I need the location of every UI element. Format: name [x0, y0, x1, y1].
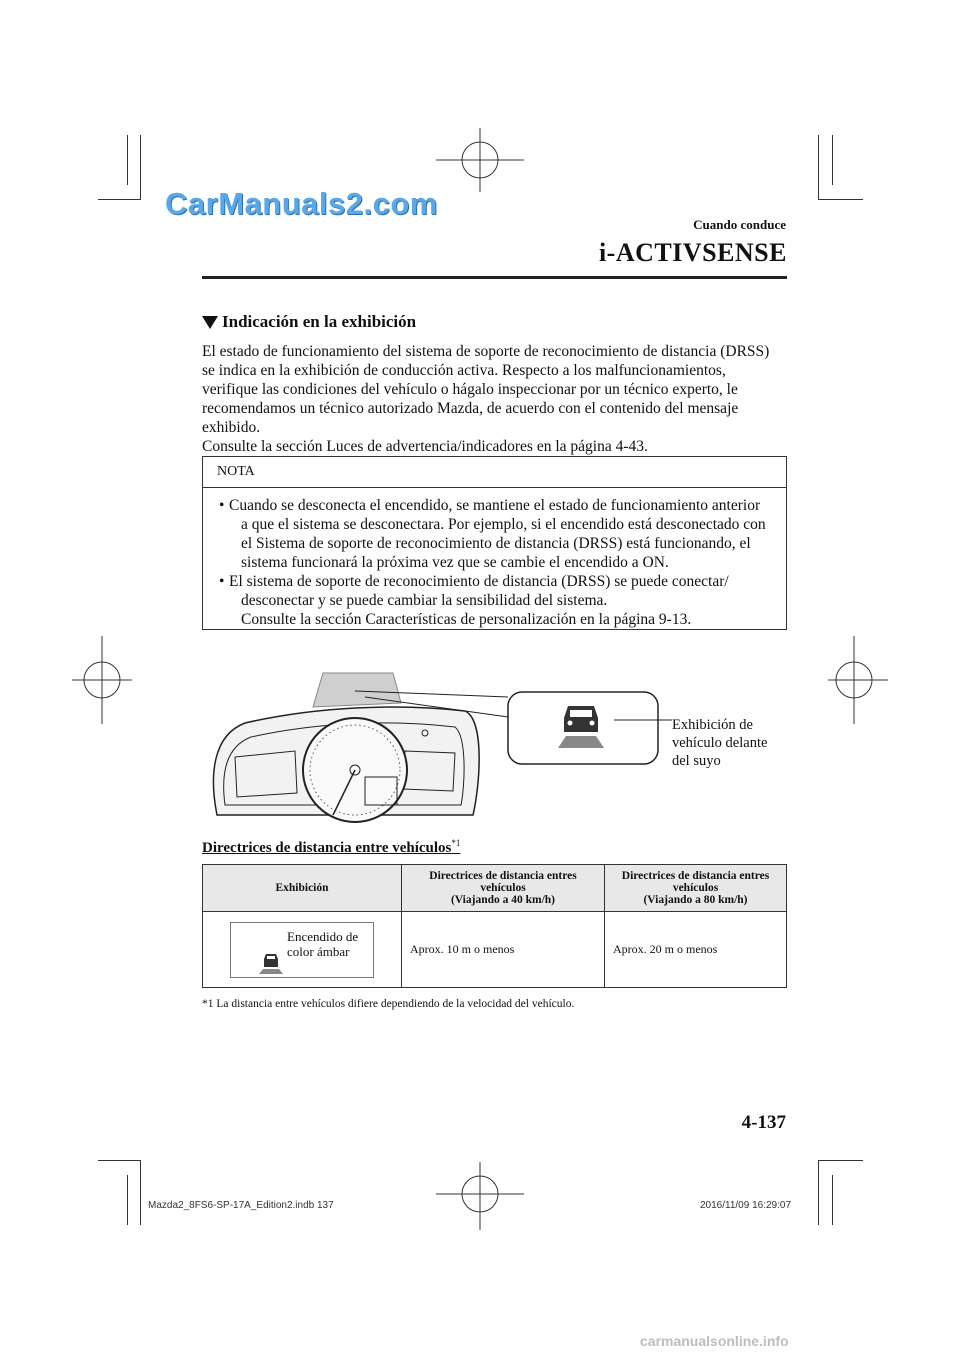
active-driving-display	[313, 673, 401, 707]
display-callout-box	[506, 690, 676, 770]
note-line: El sistema de soporte de reconocimiento de distancia (DRSS) se puede conectar/	[229, 573, 729, 590]
section-title-text: Indicación en la exhibición	[222, 312, 417, 331]
section-header: Cuando conduce	[693, 217, 786, 232]
display-cell	[203, 912, 402, 988]
note-box	[202, 456, 787, 630]
footnote-mark: *1	[451, 838, 461, 848]
page-number: 4-137	[741, 1112, 786, 1133]
header-cell	[402, 865, 605, 912]
registration-mark-right	[828, 630, 888, 726]
paragraph-line: exhibido.	[202, 419, 261, 436]
registration-mark-bottom	[432, 1160, 528, 1240]
triangle-marker-icon	[202, 316, 218, 329]
header-line: Directrices de distancia entres	[621, 870, 770, 882]
distance-title-text: Directrices de distancia entre vehículos	[202, 840, 452, 856]
footnote: *1 La distancia entre vehículos difiere dependiendo de la velocidad del vehículo.	[202, 998, 575, 1010]
note-line: sistema funcionará la próxima vez que se cambie el encendido a ON.	[241, 554, 669, 571]
header-line: (Viajando a 40 km/h)	[450, 894, 556, 906]
paragraph-line: Consulte la sección Luces de advertencia/indicadores en la página 4-43.	[202, 438, 648, 455]
header-cell	[605, 865, 787, 912]
note-line: el Sistema de soporte de reconocimiento de distancia (DRSS) está funcionando, el	[241, 535, 751, 552]
note-line: Consulte la sección Características de personalización en la página 9-13.	[241, 611, 692, 628]
note-line: desconectar y se puede cambiar la sensibilidad del sistema.	[241, 592, 608, 609]
paragraph-line: El estado de funcionamiento del sistema de soporte de reconocimiento de distancia (DRSS)	[202, 343, 770, 360]
section-title	[202, 312, 416, 332]
note-line: a que el sistema se desconectara. Por ejemplo, si el encendido está desconectado con	[241, 516, 766, 533]
note-list	[203, 488, 786, 629]
header-line: vehículos	[480, 882, 526, 894]
footer-timestamp: 2016/11/09 16:29:07	[700, 1200, 792, 1211]
watermark-bottom: carmanualsonline.info	[640, 1333, 789, 1349]
distance-title	[202, 838, 460, 857]
note-line: Cuando se desconecta el encendido, se mantiene el estado de funcionamiento anterior	[229, 497, 761, 514]
callout-line: Exhibición de	[672, 717, 753, 733]
header-rule	[202, 276, 787, 279]
paragraph-line: se indica en la exhibición de conducción activa. Respecto a los malfuncionamientos,	[202, 362, 726, 379]
header-line: vehículos	[672, 882, 719, 894]
footer-file: Mazda2_8FS6-SP-17A_Edition2.indb 137	[148, 1200, 334, 1211]
paragraph-line: verifique las condiciones del vehículo o hágalo inspeccionar por un técnico experto, le	[202, 381, 738, 398]
value-80-cell: Aprox. 20 m o menos	[605, 912, 787, 988]
header-line: Exhibición	[275, 882, 329, 894]
value-40-cell: Aprox. 10 m o menos	[402, 912, 605, 988]
table-row	[203, 912, 787, 988]
bullet: •	[219, 573, 225, 590]
callout-line: del suyo	[672, 753, 721, 769]
note-heading: NOTA	[203, 457, 786, 488]
table-header-row	[203, 865, 787, 912]
registration-mark-top	[432, 128, 528, 224]
note-item	[219, 572, 774, 629]
section-paragraph	[202, 342, 787, 456]
callout-label	[672, 716, 792, 770]
bullet: •	[219, 497, 225, 514]
registration-mark-left	[72, 630, 132, 726]
watermark-logo: CarManuals2.com	[165, 186, 438, 221]
display-label-line: Encendido de	[287, 928, 359, 944]
display-label-line: color ámbar	[287, 943, 350, 959]
callout-line: vehículo delante	[672, 735, 768, 751]
vehicle-amber-icon	[257, 953, 285, 975]
page-title: i-ACTIVSENSE	[598, 238, 787, 267]
display-label	[287, 929, 358, 959]
paragraph-line: recomendamos un técnico autorizado Mazda, de acuerdo con el contenido del mensaje	[202, 400, 739, 417]
header-line: Directrices de distancia entres	[429, 870, 577, 882]
header-line: (Viajando a 80 km/h)	[643, 894, 748, 906]
display-sample	[230, 922, 374, 978]
distance-table	[202, 864, 787, 988]
note-item	[219, 496, 774, 572]
header-cell	[203, 865, 402, 912]
